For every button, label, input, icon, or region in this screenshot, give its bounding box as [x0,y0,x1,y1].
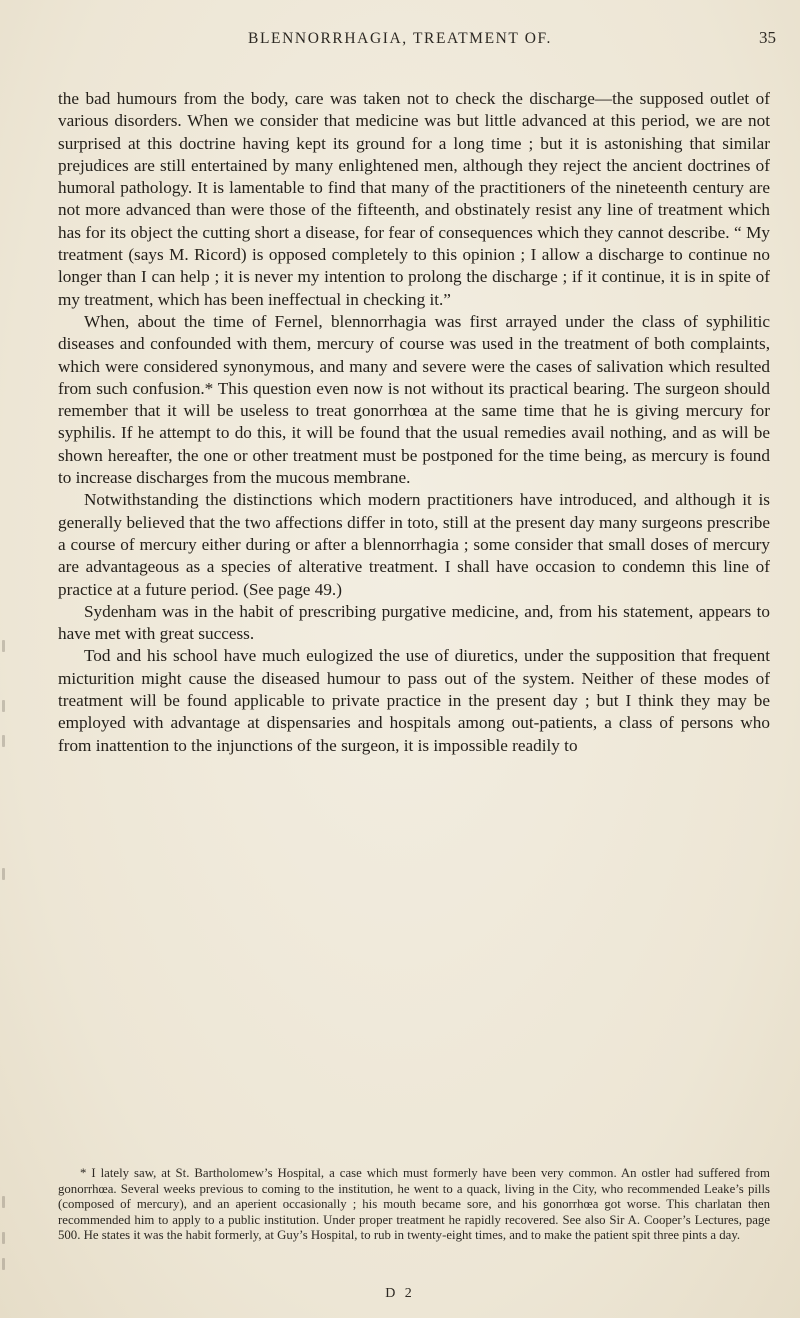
paragraph-1: the bad humours from the body, care was taken not to check the discharge—the supposed outlet of various disorders. When we consider that medicine was but little advanced at this period, we are not surprised at this doctrine having kept its ground for a long time ; but it is astonishing that similar prejudices are still entertained by many enlightened men, although they reject the ancient doctrines of humoral pathology. It is lamentable to find that many of the practitioners of the nineteenth century are not more advanced than were those of the fifteenth, and obstinately resist any line of treatment which has for its object the cutting short a disease, for fear of consequences which they cannot describe. “ My treatment (says M. Ricord) is opposed completely to this opinion ; I allow a discharge to continue no longer than I can help ; it is never my intention to prolong the discharge ; if it continue, it is in spite of my treatment, which has been ineffectual in checking it.” [58,89,770,309]
paragraph-5: Tod and his school have much eulogized the use of diuretics, under the supposition that frequent micturition might cause the diseased humour to pass out of the system. Neither of these modes of treatment will be found applicable to private practice in the present day ; but I think they may be employed with advantage at dispensaries and hospitals among out-patients, a class of persons who from inattention to the injunctions of the surgeon, it is impossible readily to [58,646,770,755]
running-head: BLENNORRHAGIA, TREATMENT OF. [248,30,552,47]
body-text [58,88,770,757]
page-header [0,22,800,58]
paragraph-2: When, about the time of Fernel, blennorrhagia was first arrayed under the class of syphilitic diseases and confounded with them, mercury of course was used in the treatment of both complaints, which were considered synonymous, and many and severe were the cases of salivation which resulted from such confusion.* This question even now is not without its practical bearing. The surgeon should remember that it will be useless to treat gonorrhœa at the same time that he is giving mercury for syphilis. If he attempt to do this, it will be found that the usual remedies avail nothing, and as will be shown hereafter, the one or other treatment must be postponed for the time being, as mercury is found to increase discharges from the mucous membrane. [58,311,770,488]
paragraph-3: Notwithstanding the distinctions which modern practitioners have introduced, and although it is generally believed that the two affections differ in toto, still at the present day many surgeons prescribe a course of mercury either during or after a blennorrhagia ; some consider that small doses of mercury are advantageous as a species of alterative treatment. I shall have occasion to condemn this line of practice at a future period. (See page 49.) [58,490,770,599]
signature-mark: D 2 [385,1286,415,1301]
page-number: 35 [759,28,776,47]
paragraph-4: Sydenham was in the habit of prescribing purgative medicine, and, from his statement, appears to have met with great success. [58,601,770,644]
binding-edge [0,0,12,1318]
footnote: * I lately saw, at St. Bartholomew’s Hospital, a case which must formerly have been very common. An ostler had suffered from gonorrhœa. Several weeks previous to coming to the institution, he went to a quack, living in the City, who recommended Leake’s pills (composed of mercury), and an aperient occasionally ; his mouth became sore, and his gonorrhœa got worse. This charlatan then recommended him to apply to a public institution. Under proper treatment he rapidly recovered. See also Sir A. Cooper’s Lectures, page 500. He states it was the habit formerly, at Guy’s Hospital, to rub in twenty-eight times, and to make the patient spit three pints a day. [58,1166,770,1243]
